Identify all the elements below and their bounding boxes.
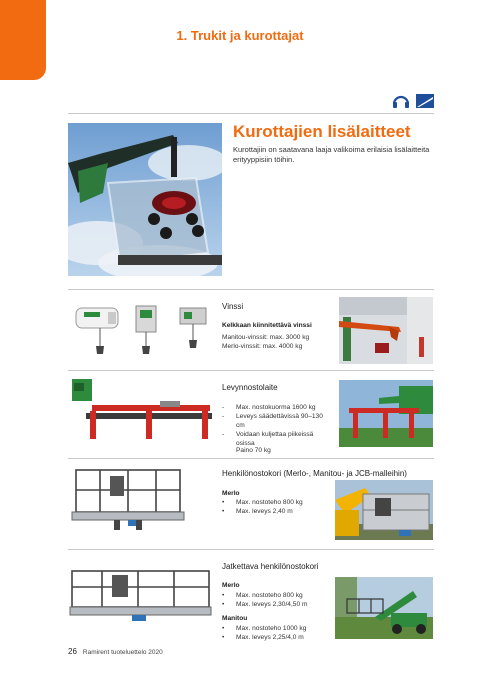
plate-lifter-image bbox=[70, 377, 215, 442]
spec-bullet: - Voidaan kuljettaa piikeissä osissa bbox=[222, 431, 314, 447]
product-title-plate-lifter: Levynnostolaite bbox=[222, 383, 278, 392]
model-group-merlo: Merlo bbox=[222, 490, 240, 497]
spec-bullet: • Max. nostoteho 800 kg bbox=[222, 499, 303, 506]
product-weight: Paino 70 kg bbox=[236, 447, 271, 454]
spec-bullet: • Max. nostoteho 1000 kg bbox=[222, 625, 307, 632]
product-title-winch: Vinssi bbox=[222, 302, 244, 311]
top-divider bbox=[68, 113, 434, 114]
model-group-merlo: Merlo bbox=[222, 582, 240, 589]
winch-in-use-photo bbox=[339, 297, 433, 364]
divider bbox=[68, 458, 434, 459]
plate-lifter-in-use-photo bbox=[339, 380, 433, 447]
ramp-icon bbox=[416, 94, 434, 108]
hero-image-telehandler-glass-lifter bbox=[68, 123, 222, 276]
product-subtitle-winch: Kelkkaan kiinnitettävä vinssi bbox=[222, 322, 312, 329]
product-spec-line: Manitou-vinssit: max. 3000 kg bbox=[222, 334, 310, 341]
personnel-basket-in-use-photo bbox=[335, 480, 433, 540]
spec-bullet: • Max. leveys 2,25/4,0 m bbox=[222, 634, 304, 641]
section-title: 1. Trukit ja kurottajat bbox=[176, 28, 304, 43]
divider bbox=[68, 370, 434, 371]
product-title-extendable-basket: Jatkettava henkilönostokori bbox=[222, 562, 319, 571]
hero-title: Kurottajien lisälaitteet bbox=[233, 122, 411, 141]
spec-bullet: • Max. leveys 2,30/4,50 m bbox=[222, 601, 308, 608]
divider bbox=[68, 289, 434, 290]
personnel-basket-image bbox=[70, 464, 185, 534]
footer bbox=[68, 647, 163, 656]
spec-bullet: • Max. leveys 2,40 m bbox=[222, 508, 293, 515]
extendable-personnel-basket-image bbox=[68, 565, 213, 625]
spec-bullet: - Leveys säädettävissä 90–130 cm bbox=[222, 413, 323, 429]
footer-text: Ramirent tuoteluettelo 2020 bbox=[82, 649, 163, 656]
category-icons bbox=[392, 94, 434, 108]
hero-description: Kurottajiin on saatavana laaja valikoima erilaisia lisälaitteita erityyppisiin töihin. bbox=[233, 145, 430, 164]
spec-bullet: • Max. nostoteho 800 kg bbox=[222, 592, 303, 599]
headset-icon bbox=[392, 94, 410, 108]
product-spec-line: Merlo-vinssit: max. 4000 kg bbox=[222, 343, 303, 350]
model-group-manitou: Manitou bbox=[222, 615, 248, 622]
winch-products-image bbox=[70, 300, 215, 358]
divider bbox=[68, 549, 434, 550]
spec-bullet: - Max. nostokuorma 1600 kg bbox=[222, 404, 316, 411]
product-title-personnel-basket: Henkilönostokori (Merlo-, Manitou- ja JCB-malleihin) bbox=[222, 469, 407, 478]
extendable-basket-in-use-photo bbox=[335, 577, 433, 639]
page-number: 26 bbox=[68, 647, 77, 656]
